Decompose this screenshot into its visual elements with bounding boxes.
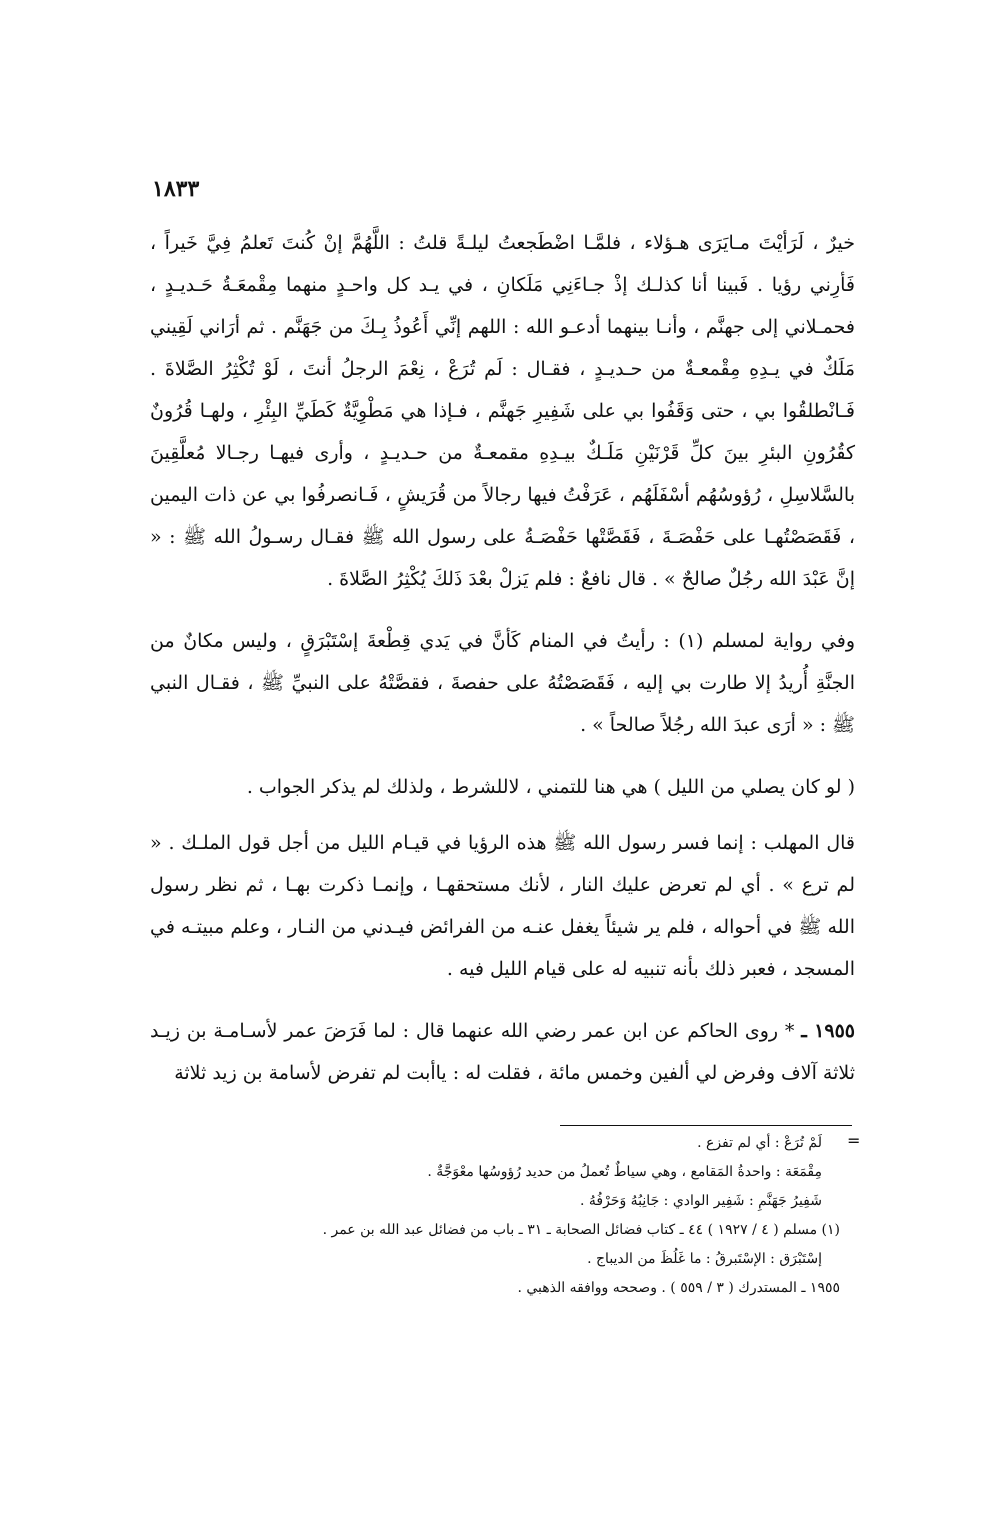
footnote-continuation-marker: = [847,1131,861,1150]
footnote-glossary-line: مِقْمَعَة : واحدةُ المَقامع ، وهي سياطٌ تُعملُ من حديد رُؤوسُها معْوَجَّةٌ . [427,1164,822,1180]
muslim-narration-paragraph: وفي رواية لمسلم (١) : رأيتُ في المنام كَأنَّ في يَدي قِطْعةَ إسْتَبْرَقٍ ، وليس مكانٌ من الجنَّةِ أُريدُ إلا طارت بي إليه ، فَقَصَصْتُهُ على حفصةَ ، فقصَّتْهُ على النبيِّ ﷺ ، فقـال النبي ﷺ : « أرَى عبدَ الله رجُلاً صالحاً » . [150,630,856,736]
footnote-source-1955: ١٩٥٥ ـ المستدرك ( ٣ / ٥٥٩ ) . وصححه ووافقه الذهبي . [517,1280,840,1296]
footnotes [250,1132,840,1306]
footnote-glossary-line: إسْتَبْرَق : الإسْتَبرقُ : ما غَلُظَ من الديباج . [587,1251,822,1267]
hadith-number: ١٩٥٥ ـ [801,1020,855,1042]
footnote-divider [560,1125,852,1126]
hadith-1955-paragraph [150,1010,855,1094]
hadith-narration-paragraph: خيرٌ ، لَرَأيْتَ مـايَرَى هـؤلاء ، فلمَّـا اضْطَجعتُ ليلـةً قلتُ : اللَّهُمَّ إنْ كُنتَ تَعلمُ فِيَّ خَيراً ، فَأرِني رؤيا . فَبينا أنا كذلـك إذْ جـاءَنِي مَلَكانِ ، في يـد كل واحـدٍ منهما مِقْمعَـةُ حَـديـدٍ ، فحمـلاني إلى جهنَّم ، وأنـا بينهما أدعـو الله : اللهم إنِّي أَعُوذُ بِـكَ من جَهَنَّم . ثم أرَاني لَقِيني مَلَكٌ في يـدِهِ مِقْمعـةٌ من حـديـدٍ ، فقـال : لَم تُرَعْ ، نِعْمَ الرجلُ أنتَ ، لَوْ تُكْثِرُ الصَّلاةَ . فَـانْطلقُوا بي ، حتى وَقَفُوا بي على شَفِيرِ جَهنَّم ، فـإذا هي مَطْوِيَّةٌ كَطَيِّ البِئْرِ ، ولهـا قُرُونٌ كقُرُونِ البئرِ بينَ كلِّ قَرْنَيْنِ مَلَـكٌ بيـدِهِ مقمعـةٌ من حـديـدٍ ، وأرى فيهـا رجـالا مُعلَّقِينَ بالسَّلاسِلِ ، رُؤوسُهُم أسْفَلَهُم ، عَرَفْتُ فيها رجالاً من قُرَيشٍ ، فَـانصرفُوا بي عن ذات اليمين ، فَقَصَصْتُهـا على حَفْصَـةَ ، فَقَصَّتْها حَفْصَـةُ على رسول الله ﷺ فقـال رسـولُ الله ﷺ : « إنَّ عَبْدَ الله رجُلٌ صالحٌ » . قال نافعٌ : فلم يَزلْ بعْدَ ذَلكَ يُكْثِرُ الصَّلاةَ . [150,232,855,590]
footnote-glossary-line: لَمْ تُرَعْ : أي لم تفزع . [697,1135,822,1151]
page-number: ١٨٣٣ [152,176,200,202]
main-text [150,222,855,1094]
muhallab-commentary-paragraph: قال المهلب : إنما فسر رسول الله ﷺ هذه الرؤيا في قيـام الليل من أجل قول الملـك . « لم ترع » . أي لم تعرض عليك النار ، لأنك مستحقهـا ، وإنمـا ذكرت بهـا ، ثم نظر رسول الله ﷺ في أحواله ، فلم ير شيئاً يغفل عنـه من الفرائض فيـدني من النـار ، وعلم مبيتـه في المسجد ، فعبر ذلك بأنه تنبيه له على قيام الليل فيه . [150,832,855,980]
commentary-paragraph: ( لو كان يصلي من الليل ) هي هنا للتمني ، لاللشرط ، ولذلك لم يذكر الجواب . [246,776,855,798]
hadith-1955-text: * روى الحاكم عن ابن عمر رضي الله عنهما قال : لما فَرَضَ عمر لأسـامـة بن زيـد ثلاثة آلاف وفرض لي ألفين وخمس مائة ، فقلت له : ياأبت لم تفرض لأسامة بن زيد ثلاثة [150,1020,855,1084]
footnote-source-1: (١) مسلم ( ٤ / ١٩٢٧ ) ٤٤ ـ كتاب فضائل الصحابة ـ ٣١ ـ باب من فضائل عبد الله بن عمر . [322,1222,840,1238]
footnote-glossary-line: شَفِيرُ جَهَنَّمِ : شَفِير الوادي : جَانِبُهُ وَحَرْفُهُ . [579,1193,822,1209]
